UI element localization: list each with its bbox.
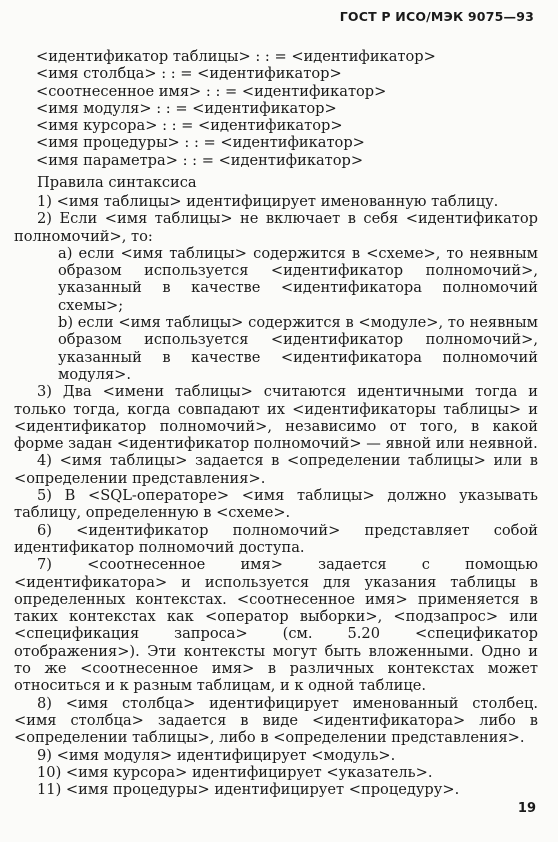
rule-paragraph: 7) <соотнесенное имя> задается с помощью <идентификатора> и используется для указания таблицы в определенных контекстах. <соотнесенное имя> применяется в таких контекстах как <оператор выборки>, <подзапрос> или <спецификация запроса> (см. 5.20 <спецификатор отображения>). Эти контексты могут быть вложенными. Одно и то же <соотнесенное имя> в различных контекстах может относиться и к разным таблицам, и к одной таблице. (14, 556, 538, 695)
rule-paragraph: 4) <имя таблицы> задается в <определении таблицы> или в <определении представления>. (14, 452, 538, 487)
rule-paragraph: 5) В <SQL-операторе> <имя таблицы> должно указывать таблицу, определенную в <схеме>. (14, 487, 538, 522)
rule-paragraph: 3) Два <имени таблицы> считаются идентичными тогда и только тогда, когда совпадают их <идентификаторы таблицы> и <идентификатор полномочий>, независимо от того, в какой форме задан <идентификатор полномочий> — явной или неявной. (14, 383, 538, 453)
definition-line: <имя курсора> : : = <идентификатор> (36, 117, 343, 135)
rule-paragraph: 11) <имя процедуры> идентифицирует <процедуру>. (37, 781, 460, 799)
definition-line: <соотнесенное имя> : : = <идентификатор> (36, 82, 387, 100)
syntax-definitions (36, 48, 436, 169)
rule-paragraph: 2) Если <имя таблицы> не включает в себя <идентификатор полномочий>, то: (14, 210, 538, 245)
rule-subitem: а) если <имя таблицы> содержится в <схеме>, то неявным образом используется <идентификатор полномочий>, указанный в качестве <идентификатора полномочий схемы>; (58, 244, 538, 314)
definition-line: <имя параметра> : : = <идентификатор> (36, 151, 364, 169)
definition-line: <имя столбца> : : = <идентификатор> (36, 65, 342, 83)
definition-line: <имя процедуры> : : = <идентификатор> (36, 134, 365, 152)
definition-line: <имя модуля> : : = <идентификатор> (36, 99, 337, 117)
rule-paragraph: 9) <имя модуля> идентифицирует <модуль>. (37, 746, 396, 764)
rule-subitem: b) если <имя таблицы> содержится в <модуле>, то неявным образом используется <идентификатор полномочий>, указанный в качестве <идентификатора полномочий модуля>. (58, 314, 538, 383)
rule-paragraph: 10) <имя курсора> идентифицирует <указатель>. (37, 763, 433, 781)
section-heading: Правила синтаксиса (37, 174, 197, 191)
rule-paragraph: 8) <имя столбца> идентифицирует именованный столбец. <имя столбца> задается в виде <идентификатора> либо в <определении таблицы>, либо в <определении представления>. (14, 694, 538, 747)
rule-paragraph: 6) <идентификатор полномочий> представляет собой идентификатор полномочий доступа. (14, 521, 538, 556)
page-header: ГОСТ Р ИСО/МЭК 9075—93 (339, 9, 534, 24)
rule-paragraph: 1) <имя таблицы> идентифицирует именованную таблицу. (37, 193, 499, 210)
definition-line: <идентификатор таблицы> : : = <идентификатор> (36, 48, 436, 65)
page-number: 19 (517, 801, 536, 816)
syntax-rules (14, 193, 538, 798)
